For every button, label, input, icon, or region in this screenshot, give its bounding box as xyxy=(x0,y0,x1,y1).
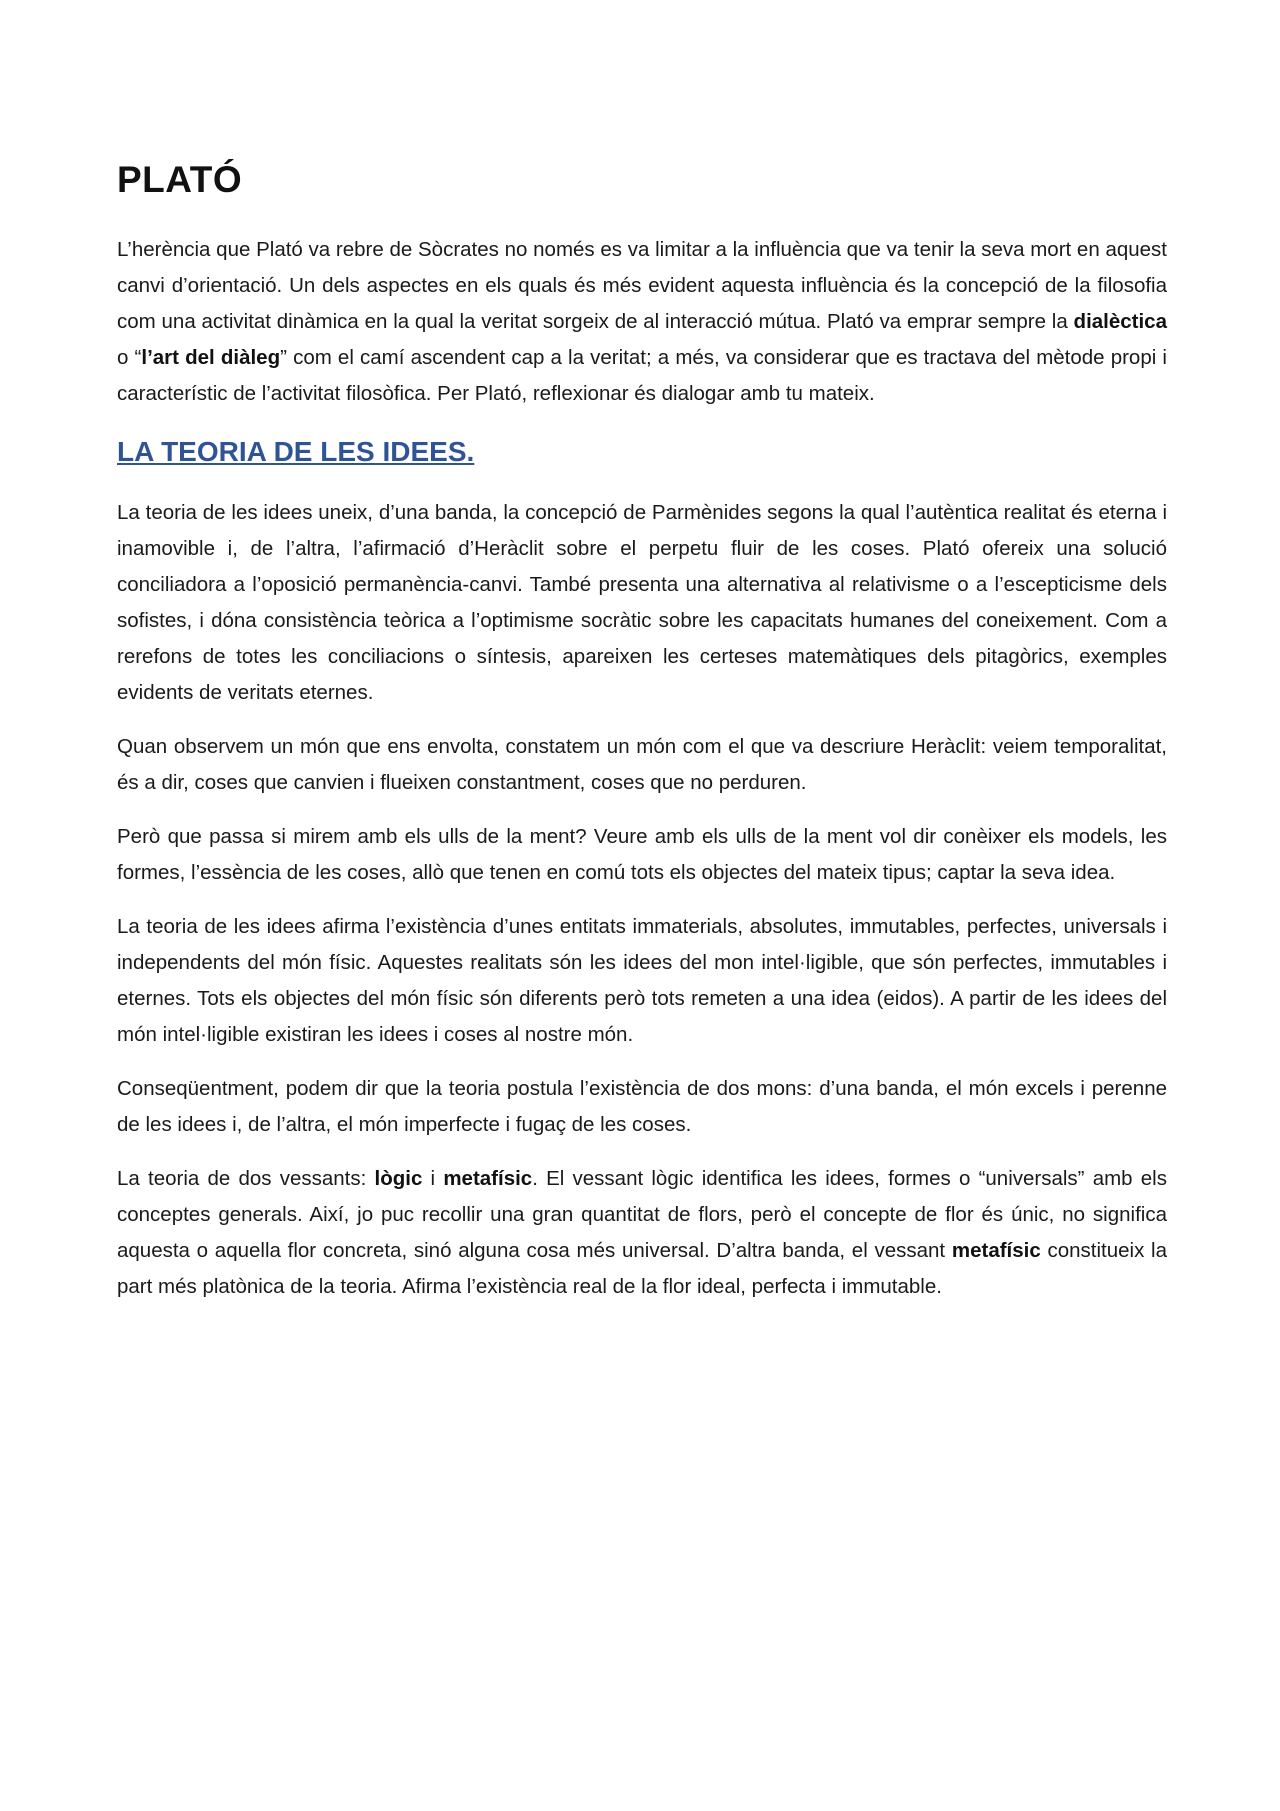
paragraph-text: La teoria de dos vessants: xyxy=(117,1167,375,1190)
intro-text: o “ xyxy=(117,346,142,369)
bold-term-art-dialeg: l’art del diàleg xyxy=(141,346,281,369)
intro-paragraph xyxy=(117,232,1167,412)
bold-term-metafisic: metafísic xyxy=(443,1167,533,1190)
intro-text: L’herència que Plató va rebre de Sòcrates no només es va limitar a la influència que va tenir la seva mort en aquest canvi d’orientació. Un dels aspectes en els quals és més evident aquesta influència és la concepció de la filosofia com una activitat dinàmica en la qual la veritat sorgeix de al interacció mútua. Plató va emprar sempre la xyxy=(117,238,1167,333)
paragraph-text: . El vessant lògic identifica les idees, formes o “universals” amb els conceptes generals. Així, jo puc recollir una gran quantitat de flors, però el concepte de flor és únic, no significa aquesta o aquella flor concreta, sinó alguna cosa més universal. D’altra banda, el vessant xyxy=(117,1167,1167,1262)
section-paragraph: La teoria de les idees afirma l’existència d’unes entitats immaterials, absolutes, immutables, perfectes, universals i independents del món físic. Aquestes realitats són les idees del mon intel·ligible, que són perfectes, immutables i eternes. Tots els objectes del món físic són diferents però tots remeten a una idea (eidos). A partir de les idees del món intel·ligible existiran les idees i coses al nostre món. xyxy=(117,915,1167,1046)
document-page xyxy=(117,158,1167,1323)
paragraph-text: constitueix la part més platònica de la teoria. Afirma l’existència real de la flor ideal, perfecta i immutable. xyxy=(117,1239,1168,1298)
bold-term-dialectica: dialèctica xyxy=(1073,310,1167,333)
bold-term-logic: lògic xyxy=(374,1167,423,1190)
bold-term-metafisic: metafísic xyxy=(951,1239,1041,1262)
section-heading: LA TEORIA DE LES IDEES. xyxy=(117,436,475,467)
section-paragraph: Però que passa si mirem amb els ulls de la ment? Veure amb els ulls de la ment vol dir conèixer els models, les formes, l’essència de les coses, allò que tenen en comú tots els objectes del mateix tipus; captar la seva idea. xyxy=(117,825,1167,884)
intro-text: ” com el camí ascendent cap a la veritat; a més, va considerar que es tractava del mètode propi i característic de l’activitat filosòfica. Per Plató, reflexionar és dialogar amb tu mateix. xyxy=(117,346,1167,405)
page-title: PLATÓ xyxy=(117,159,243,200)
section-paragraph-vessants xyxy=(117,1161,1167,1305)
section-paragraph: La teoria de les idees uneix, d’una banda, la concepció de Parmènides segons la qual l’autèntica realitat és eterna i inamovible i, de l’altra, l’afirmació d’Heràclit sobre el perpetu fluir de les coses. Plató ofereix una solució conciliadora a l’oposició permanència-canvi. També presenta una alternativa al relativisme o a l’escepticisme dels sofistes, i dóna consistència teòrica a l’optimisme socràtic sobre les capacitats humanes del coneixement. Com a rerefons de totes les conciliacions o síntesis, apareixen les certeses matemàtiques dels pitagòrics, exemples evidents de veritats eternes. xyxy=(117,501,1167,704)
section-paragraph: Quan observem un món que ens envolta, constatem un món com el que va descriure Heràclit: veiem temporalitat, és a dir, coses que canvien i flueixen constantment, coses que no perduren. xyxy=(117,735,1167,794)
paragraph-text: i xyxy=(422,1167,444,1190)
section-paragraph: Conseqüentment, podem dir que la teoria postula l’existència de dos mons: d’una banda, el món excels i perenne de les idees i, de l’altra, el món imperfecte i fugaç de les coses. xyxy=(117,1077,1167,1136)
